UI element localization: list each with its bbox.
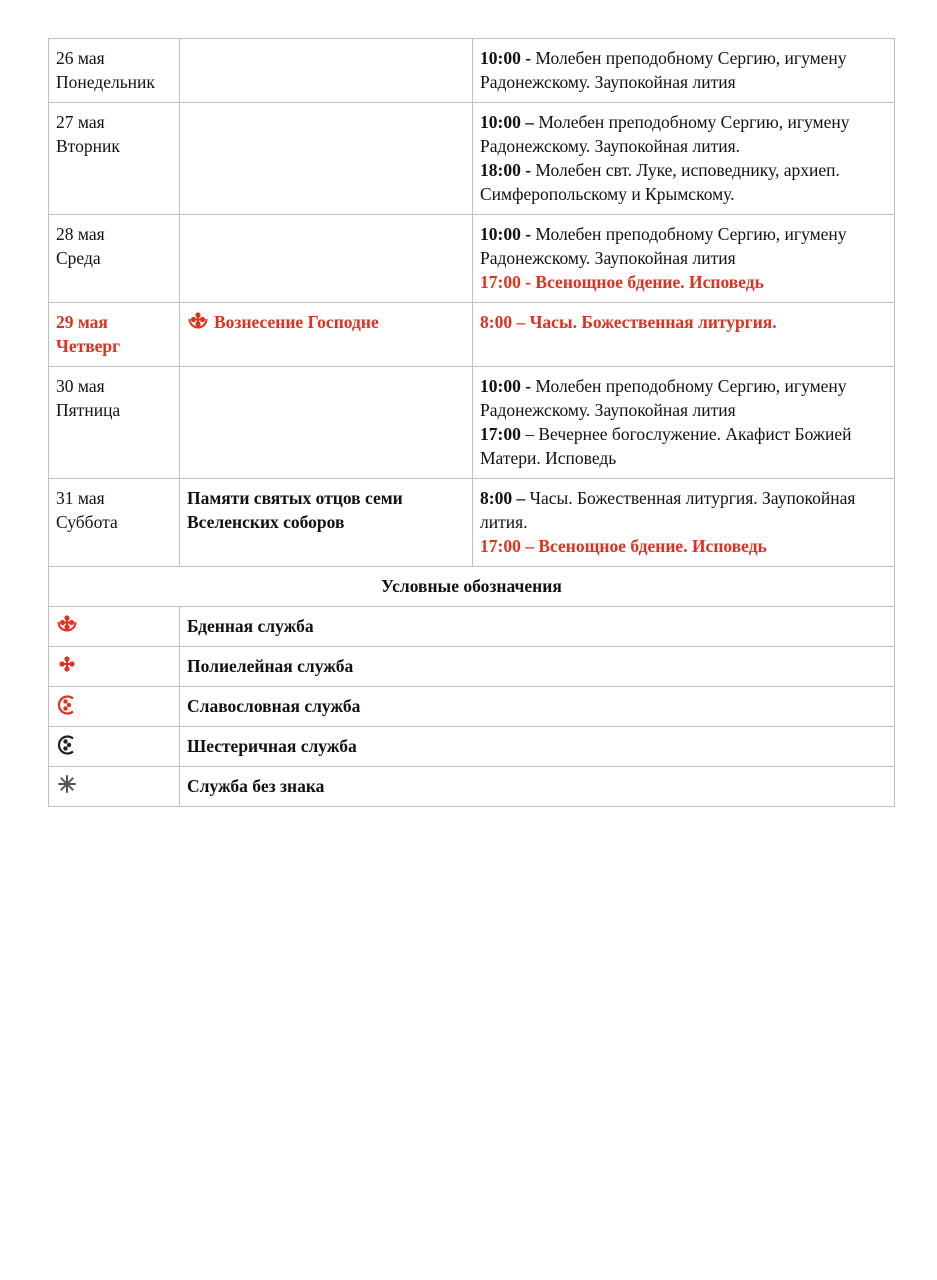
day-row [49,479,895,567]
feast-cell [180,39,473,103]
legend-header-row [49,567,895,607]
day-row [49,367,895,479]
service-text: Молебен свт. Луке, исповеднику, архиеп. Симферопольскому и Крымскому. [480,160,840,204]
bdennaya-cross-icon [56,614,78,636]
day-row [49,39,895,103]
service-entry [480,222,887,270]
day-row [49,215,895,303]
legend-label: Служба без знака [180,767,895,807]
service-time: 10:00 - [480,224,532,244]
date: 30 мая [56,376,105,396]
shesterichnaya-icon [56,734,78,756]
services-cell [473,303,895,367]
feast-cell [180,215,473,303]
service-entry-vigil: 17:00 – Всенощное бдение. Исповедь [480,536,767,556]
legend-icon-cell [49,607,180,647]
day-row-feast [49,303,895,367]
legend-label: Бденная служба [180,607,895,647]
legend-icon-cell [49,687,180,727]
date-cell [49,479,180,567]
feast-title: Вознесение Господне [214,312,379,332]
legend-row [49,727,895,767]
service-time: 10:00 – [480,112,534,132]
service-entry [480,48,847,92]
no-sign-asterisk-icon [56,774,78,796]
service-text: – Вечернее богослужение. Акафист Божией Матери. Исповедь [480,424,852,468]
schedule-table [48,38,895,807]
service-entry [480,374,887,422]
service-entry [480,486,887,534]
services-cell [473,103,895,215]
legend-row [49,607,895,647]
legend-row [49,687,895,727]
service-text: Молебен преподобному Сергию, игумену Радонежскому. Заупокойная лития [480,376,847,420]
services-cell [473,39,895,103]
feast-cell [180,479,473,567]
feast-cell [180,367,473,479]
service-time: 10:00 - [480,48,532,68]
legend-icon-cell [49,767,180,807]
polieleynaya-cross-icon [56,654,78,676]
bdennaya-cross-icon [187,311,209,333]
services-cell [473,215,895,303]
legend-title: Условные обозначения [49,567,895,607]
service-entry-liturgy: 8:00 – Часы. Божественная литургия. [480,312,777,332]
legend-label: Полиелейная служба [180,647,895,687]
service-entry [480,158,887,206]
date-cell [49,367,180,479]
service-time: 18:00 - [480,160,532,180]
feast-cell [180,103,473,215]
services-cell [473,479,895,567]
weekday: Пятница [56,400,121,420]
service-entry [480,422,887,470]
date: 29 мая [56,312,108,332]
weekday: Четверг [56,336,121,356]
slavoslovnaya-icon [56,694,78,716]
date-cell [49,303,180,367]
date: 28 мая [56,224,105,244]
day-row [49,103,895,215]
service-time: 17:00 [480,424,521,444]
date-cell [49,39,180,103]
service-entry [480,110,887,158]
legend-label: Шестеричная служба [180,727,895,767]
legend-row [49,767,895,807]
legend-icon-cell [49,647,180,687]
date-cell [49,215,180,303]
service-text: Молебен преподобному Сергию, игумену Радонежскому. Заупокойная лития [480,48,847,92]
feast-cell [180,303,473,367]
date-cell [49,103,180,215]
legend-row [49,647,895,687]
service-entry-vigil: 17:00 - Всенощное бдение. Исповедь [480,272,764,292]
feast-title: Памяти святых отцов семи Вселенских соборов [187,488,403,532]
service-text: Часы. Божественная литургия. Заупокойная лития. [480,488,856,532]
service-time: 10:00 - [480,376,532,396]
weekday: Среда [56,248,101,268]
weekday: Вторник [56,136,120,156]
date: 26 мая [56,48,105,68]
service-text: Молебен преподобному Сергию, игумену Радонежскому. Заупокойная лития. [480,112,850,156]
weekday: Понедельник [56,72,155,92]
services-cell [473,367,895,479]
legend-label: Славословная служба [180,687,895,727]
date: 31 мая [56,488,105,508]
weekday: Суббота [56,512,118,532]
service-text: Молебен преподобному Сергию, игумену Радонежскому. Заупокойная лития [480,224,847,268]
service-time: 8:00 – [480,488,526,508]
legend-icon-cell [49,727,180,767]
date: 27 мая [56,112,105,132]
